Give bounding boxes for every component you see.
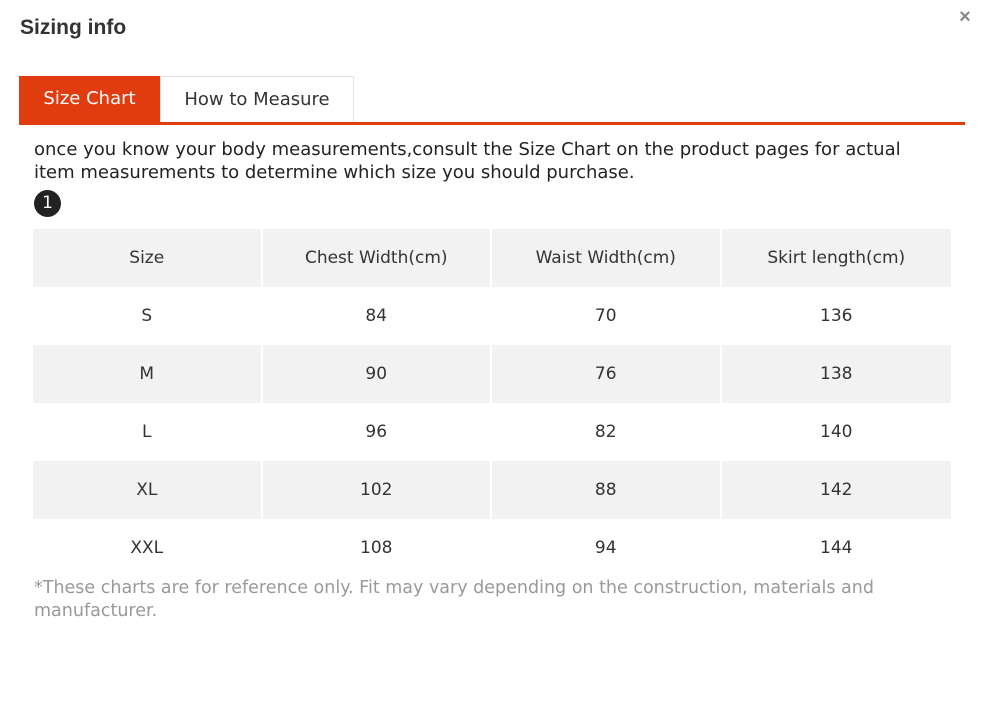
header-waist-width: Waist Width(cm) (492, 229, 722, 287)
table-row (33, 287, 951, 345)
cell-waist: 70 (492, 287, 722, 345)
header-skirt-length: Skirt length(cm) (767, 248, 906, 268)
intro-text: once you know your body measurements,consult the Size Chart on the product pages for actual item measurements to determine which size you should purchase. (34, 139, 901, 183)
close-icon[interactable]: × (959, 6, 971, 28)
disclaimer-footnote: *These charts are for reference only. Fit may vary depending on the construction, materials and manufacturer. (34, 578, 874, 621)
header-size: Size (33, 229, 263, 287)
cell-size: XXL (33, 519, 263, 577)
tab-size-chart[interactable]: Size Chart (19, 76, 160, 122)
cell-waist: 76 (492, 345, 722, 403)
cell-skirt: 140 (820, 422, 853, 442)
tab-underline (19, 122, 965, 125)
cell-chest: 102 (263, 461, 493, 519)
cell-size: XL (33, 461, 263, 519)
table-row (33, 403, 951, 461)
step-number-badge: 1 (34, 190, 61, 217)
cell-chest: 96 (263, 403, 493, 461)
cell-size: L (33, 403, 263, 461)
cell-skirt: 142 (820, 480, 853, 500)
cell-waist: 82 (492, 403, 722, 461)
tab-how-to-measure[interactable]: How to Measure (160, 76, 354, 122)
header-chest-width: Chest Width(cm) (263, 229, 493, 287)
cell-size: S (33, 287, 263, 345)
table-row (33, 519, 951, 577)
dialog-title: Sizing info (20, 16, 127, 39)
cell-skirt: 138 (820, 364, 853, 384)
cell-skirt: 144 (820, 538, 853, 558)
cell-size: M (33, 345, 263, 403)
cell-waist: 88 (492, 461, 722, 519)
cell-chest: 90 (263, 345, 493, 403)
cell-chest: 108 (263, 519, 493, 577)
cell-waist: 94 (492, 519, 722, 577)
tab-bar (19, 76, 965, 126)
size-chart-table (33, 229, 951, 577)
cell-chest: 84 (263, 287, 493, 345)
table-row (33, 345, 951, 403)
table-row (33, 461, 951, 519)
table-header-row (33, 229, 951, 287)
cell-skirt: 136 (820, 306, 853, 326)
